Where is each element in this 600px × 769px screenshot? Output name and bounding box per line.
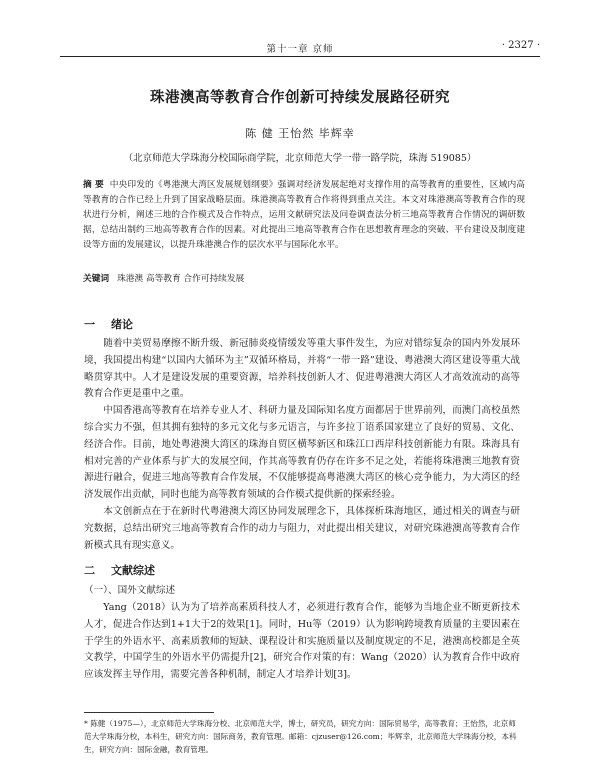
- paragraph: 本文创新点在于在新时代粤港澳大湾区协同发展理念下，具体探析珠海地区，通过相关的调查与研究数据，总结出研究三地高等教育合作的动力与阻力，对此提出相关建议，对研究珠港澳高等教育合作新模式具有现实意义。: [84, 505, 520, 551]
- subsection-heading: （一）、国外文献综述: [84, 585, 176, 596]
- paragraph: Yang（2018）认为为了培养高素质科技人才，必须进行教育合作，能够为当地企业不断更新技术人才，促进合作达到1+1大于2的效果[1]。同时，Hu等（2019）认为影响跨境教育质量的主要因素在于学生的外语水平、高素质教师的短缺、课程设计和实施质量以及制度规定的不足，港澳高校都是全英文教学，中国学生的外语水平仍需提升[2]，研究合作对策的有：Wang（2020）认为教育合作中政府应该发挥主导作用，需要完善各种机制，制定人才培养计划[3]。: [84, 602, 520, 681]
- literature-body: [84, 600, 520, 684]
- keywords-label: 关键词: [83, 274, 110, 284]
- header-chapter: 第十一章 京师: [266, 44, 334, 55]
- section-number: 二: [84, 564, 95, 577]
- abstract-label: 摘 要: [83, 180, 104, 190]
- section-title: 绪论: [111, 318, 133, 331]
- paragraph: 随着中美贸易摩擦不断升级、新冠肺炎疫情缓发等重大事件发生，为应对错综复杂的国内外发展环境，我国提出构建“以国内大循环为主”双循环格局，并将“一带一路”建设、粤港澳大湾区建设等重大战略贯穿其中。人才是建设发展的重要资源，培养科技创新人才、促进粤港澳大湾区人才高效流动的高等教育合作更是重中之重。: [84, 338, 520, 400]
- footnote-divider: [84, 712, 214, 713]
- paragraph: 中国香港高等教育在培养专业人才、科研力量及国际知名度方面都居于世界前列，而澳门高校虽然综合实力不强，但其拥有独特的多元文化与多元语言，与许多拉丁语系国家建立了良好的贸易、文化、经济合作。目前，地处粤港澳大湾区的珠海自贸区横琴新区和珠江口西岸科技创新能力有限。珠海具有相对完善的产业体系与扩大的发展空间，作其高等教育仍存在许多不足之处，若能将珠港澳三地教育资源进行融合，促进三地高等教育合作发展，不仅能够提高粤港澳大湾区的核心竞争能力，为大湾区的经济发展作出贡献，同时也能为高等教育领域的合作模式提供新的探索经验。: [84, 405, 520, 501]
- introduction-body: [84, 336, 520, 554]
- page-number: · 2327 ·: [501, 40, 540, 51]
- abstract-text: 中央印发的《粤港澳大湾区发展规划纲要》强调对经济发展起绝对支撑作用的高等教育的重要性，区域内高等教育的合作已经上升到了国家战略层面。珠港澳高等教育合作将得到重点关注。本文对珠港澳高等教育合作的现状进行分析，阐述三地的合作模式及合作特点，运用文献研究法及问卷调查法分析三地高等教育合作情况的调研数据，总结出制约三地高等教育合作的因素。对此提出三地高等教育合作在思想教育理念的突破、平台建设及制度建设等方面的发展建议，以提升珠港澳合作的层次水平与国际化水平。: [83, 180, 525, 250]
- keywords: [83, 272, 525, 284]
- section-title: 文献综述: [111, 564, 155, 577]
- section-heading-introduction: [84, 316, 133, 332]
- running-header: [60, 40, 540, 57]
- abstract: [83, 178, 525, 253]
- authors: 陈 健 王怡然 毕辉幸: [245, 127, 355, 140]
- section-heading-literature-review: [84, 562, 155, 578]
- affiliation: （北京师范大学珠海分校国际商学院，北京师范大学一带一路学院，珠海 519085）: [123, 153, 477, 164]
- footnote: * 陈健（1975—），北京师范大学珠海分校、北京师范大学，博士，研究员，研究方向：国际贸易学，高等教育；王怡然，北京师范大学珠海分校，本科生，研究方向：国际商务，教育管理。邮箱：cjzuser@126.com；毕辉幸，北京师范大学珠海分校，本科生，研究方向：国际金融，教育管理。: [84, 719, 517, 754]
- keywords-text: 珠港澳 高等教育 合作可持续发展: [117, 274, 245, 284]
- paper-title: 珠港澳高等教育合作创新可持续发展路径研究: [150, 90, 450, 106]
- section-number: 一: [84, 318, 95, 331]
